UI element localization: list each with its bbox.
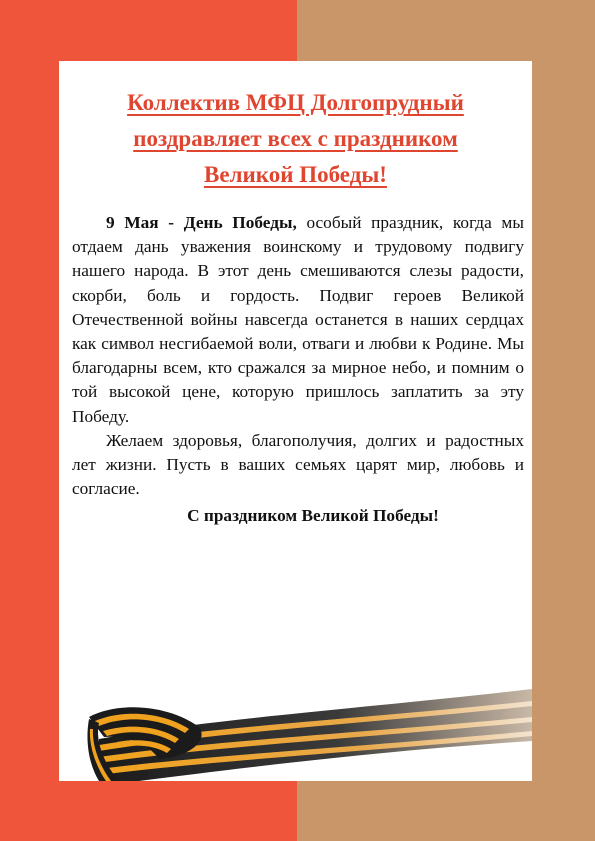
paragraph-victory-day	[72, 211, 524, 429]
title-line-3: Великой Победы!	[204, 162, 387, 187]
greeting-body	[72, 211, 524, 529]
title-line-2: поздравляет всех с праздником	[133, 126, 458, 151]
title-line-1: Коллектив МФЦ Долгопрудный	[127, 90, 464, 115]
paragraph-wishes: Желаем здоровья, благополучия, долгих и радостных лет жизни. Пусть в ваших семьях царят мир, любовь и согласие.	[72, 430, 524, 499]
greeting-title	[59, 85, 532, 193]
paragraph-text: особый праздник, когда мы отдаем дань уважения воинскому и трудовому подвигу нашего народа. В этот день смешиваются слезы радости, скорби, боль и гордость. Подвиг героев Великой Отечественной войны навсегда останется в наших сердцах как символ несгибаемой воли, отваги и любви к Родине. Мы благодарны всем, кто сражался за мирное небо, и помним о той высокой цене, которую пришлось заплатить за эту Победу.	[72, 213, 524, 426]
greeting-card	[59, 61, 532, 781]
st-george-ribbon-image	[59, 679, 532, 781]
paragraph-lead: 9 Мая - День Победы,	[106, 213, 297, 232]
closing-line: С праздником Великой Победы!	[187, 506, 439, 526]
